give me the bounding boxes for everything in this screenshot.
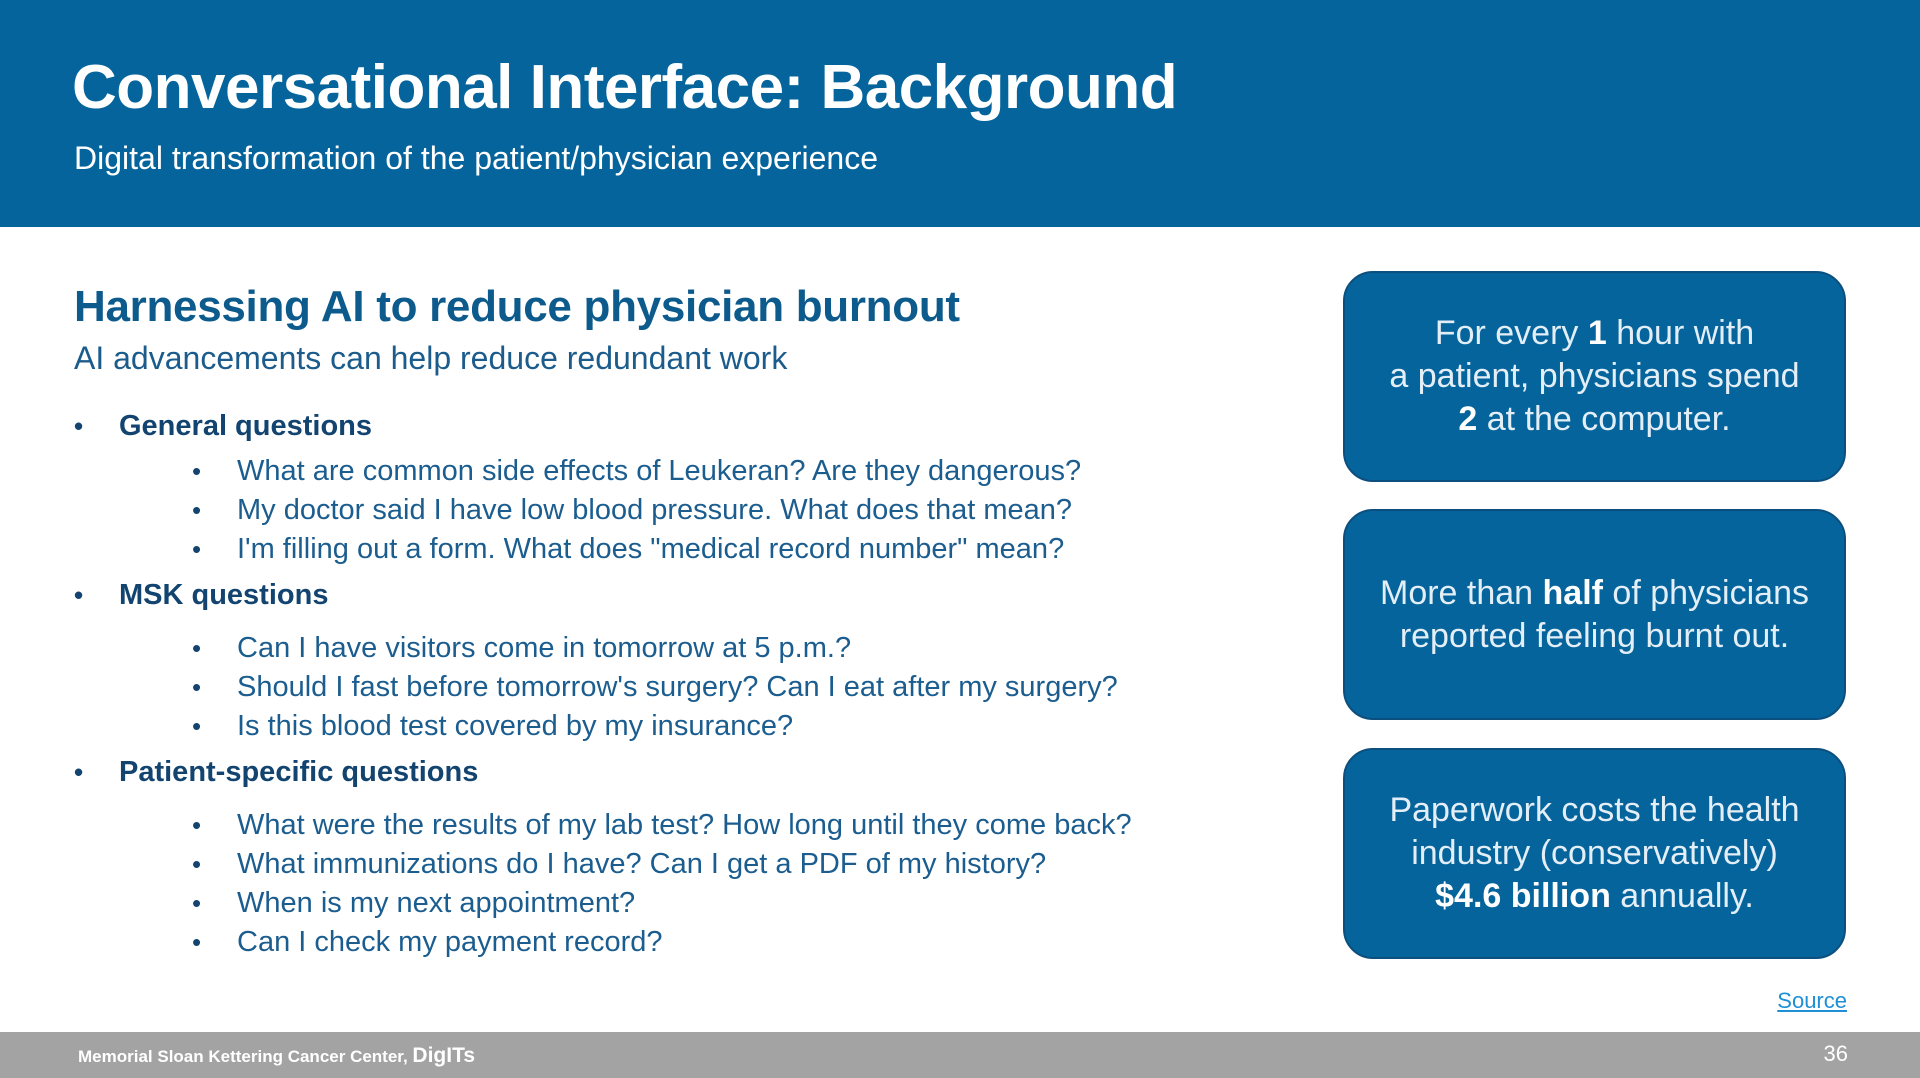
stat-line: reported feeling burnt out. [1399,616,1790,655]
list-item: • I'm filling out a form. What does "medical record number" mean? [74,530,1294,569]
list-item: • What immunizations do I have? Can I get a PDF of my history? [74,845,1294,884]
footer-brand: DigITs [412,1044,476,1067]
page-number: 36 [1823,1041,1848,1066]
stat-line: $4.6 billion annually. [1435,877,1754,915]
section-title: Harnessing AI to reduce physician burnout [74,282,960,331]
list-item: • Is this blood test covered by my insurance? [74,707,1294,746]
stat-line: For every 1 hour with [1434,314,1755,352]
source-link[interactable]: Source [1777,988,1847,1013]
stat-line: Paperwork costs the health [1389,791,1800,829]
footer-bar [0,1032,1920,1078]
stat-card-burnout [1343,509,1846,720]
group-heading-general: • General questions [74,406,1294,446]
stat-line: More than half of physicians [1380,573,1809,612]
group-heading-msk: • MSK questions [74,575,1294,615]
slide-title: Conversational Interface: Background [72,53,1178,122]
list-item: • What were the results of my lab test? How long until they come back? [74,806,1294,845]
list-item: • Should I fast before tomorrow's surgery? Can I eat after my surgery? [74,668,1294,707]
list-item: • Can I check my payment record? [74,923,1294,962]
patient-specific-questions-list [74,806,1294,962]
section-subtitle: AI advancements can help reduce redundant work [74,340,788,376]
stat-card-computer-time [1343,271,1846,482]
group-heading-patient-specific: • Patient-specific questions [74,752,1294,792]
stat-line: 2 at the computer. [1458,400,1731,438]
list-item: • What are common side effects of Leukeran? Are they dangerous? [74,452,1294,491]
slide-subtitle: Digital transformation of the patient/physician experience [74,140,878,176]
list-item: • When is my next appointment? [74,884,1294,923]
msk-questions-list [74,629,1294,746]
question-list [74,400,1294,962]
general-questions-list [74,452,1294,569]
header-banner [0,0,1920,227]
stat-line: industry (conservatively) [1411,834,1778,872]
list-item: • My doctor said I have low blood pressure. What does that mean? [74,491,1294,530]
stat-card-paperwork-cost [1343,748,1846,959]
footer-organization: Memorial Sloan Kettering Cancer Center, DigITs [78,1044,476,1067]
stat-line: a patient, physicians spend [1389,357,1800,395]
list-item: • Can I have visitors come in tomorrow at 5 p.m.? [74,629,1294,668]
